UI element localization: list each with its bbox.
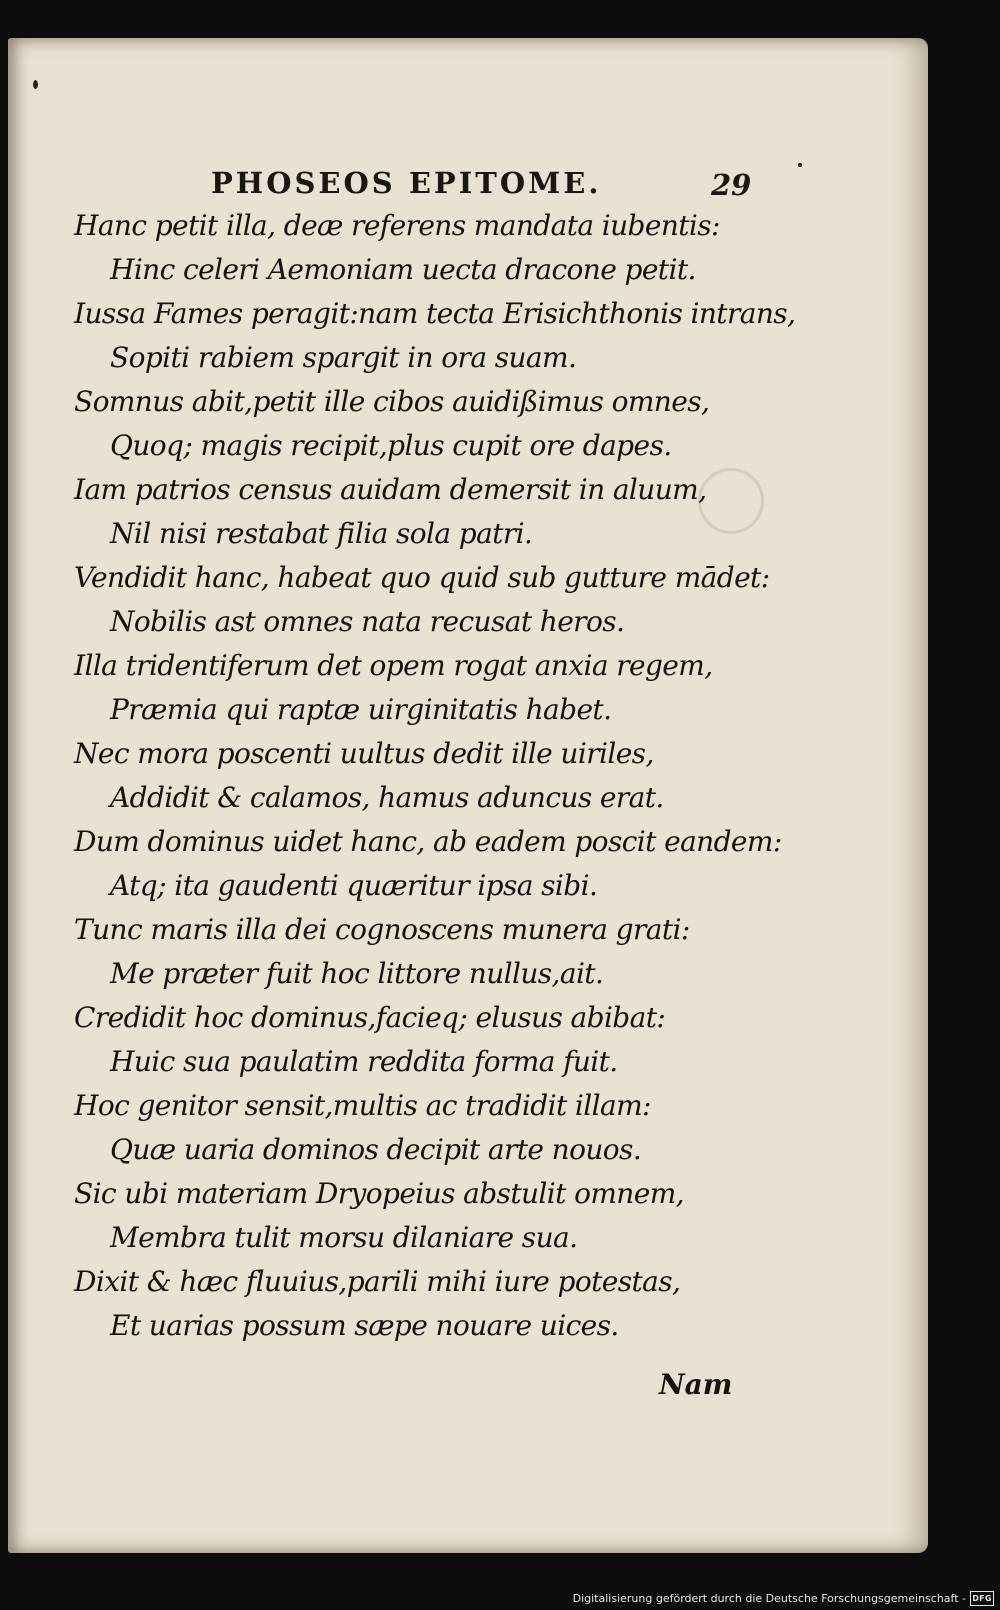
verse-line: Atq; ita gaudenti quæritur ipsa sibi.	[110, 869, 598, 902]
page-number: 29	[711, 168, 752, 202]
verse-line: Vendidit hanc, habeat quo quid sub gutture mādet:	[74, 561, 770, 594]
digitization-credit	[573, 1591, 994, 1606]
verse-line: Sic ubi materiam Dryopeius abstulit omnem,	[74, 1177, 684, 1210]
verse-line: Hanc petit illa, deæ referens mandata iubentis:	[74, 209, 720, 242]
verse-line: Nobilis ast omnes nata recusat heros.	[110, 605, 625, 638]
verse-line: Quæ uaria dominos decipit arte nouos.	[110, 1133, 642, 1166]
dfg-logo-icon	[970, 1591, 994, 1606]
catchword: Nam	[659, 1368, 733, 1401]
verse-line: Hoc genitor sensit,multis ac tradidit illam:	[74, 1089, 651, 1122]
verse-line: Dum dominus uidet hanc, ab eadem poscit eandem:	[74, 825, 782, 858]
verse-line: Somnus abit,petit ille cibos auidißimus omnes,	[74, 385, 710, 418]
verse-line: Membra tulit morsu dilaniare sua.	[110, 1221, 578, 1254]
verse-line: Hinc celeri Aemoniam uecta dracone petit.	[110, 253, 696, 286]
verse-line: Addidit & calamos, hamus aduncus erat.	[110, 781, 664, 814]
verse-line: Nil nisi restabat filia sola patri.	[110, 517, 533, 550]
verse-line: Credidit hoc dominus,facieq; elusus abibat:	[74, 1001, 666, 1034]
ink-speck	[33, 80, 38, 89]
verse-line: Et uarias possum sæpe nouare uices.	[110, 1309, 619, 1342]
verse-line: Dixit & hæc fluuius,parili mihi iure potestas,	[74, 1265, 681, 1298]
verse-line: Me præter fuit hoc littore nullus,ait.	[110, 957, 604, 990]
verse-line: Tunc maris illa dei cognoscens munera grati:	[74, 913, 690, 946]
dfg-logo-text: DFG	[972, 1594, 992, 1603]
verse-line: Iam patrios census auidam demersit in aluum,	[74, 473, 707, 506]
running-title: PHOSEOS EPITOME.	[211, 166, 602, 200]
verse-line: Sopiti rabiem spargit in ora suam.	[110, 341, 577, 374]
book-page	[8, 38, 928, 1553]
verse-text	[74, 204, 796, 1348]
verse-line: Illa tridentiferum det opem rogat anxia regem,	[74, 649, 713, 682]
verse-line: Iussa Fames peragit:nam tecta Erisichthonis intrans,	[74, 297, 796, 330]
verse-line: Præmia qui raptæ uirginitatis habet.	[110, 693, 612, 726]
verse-line: Huic sua paulatim reddita forma fuit.	[110, 1045, 618, 1078]
credit-text: Digitalisierung gefördert durch die Deutsche Forschungsgemeinschaft -	[572, 1592, 966, 1605]
verse-line: Nec mora poscenti uultus dedit ille uiriles,	[74, 737, 654, 770]
verse-line: Quoq; magis recipit,plus cupit ore dapes.	[110, 429, 672, 462]
ink-speck	[798, 163, 802, 167]
